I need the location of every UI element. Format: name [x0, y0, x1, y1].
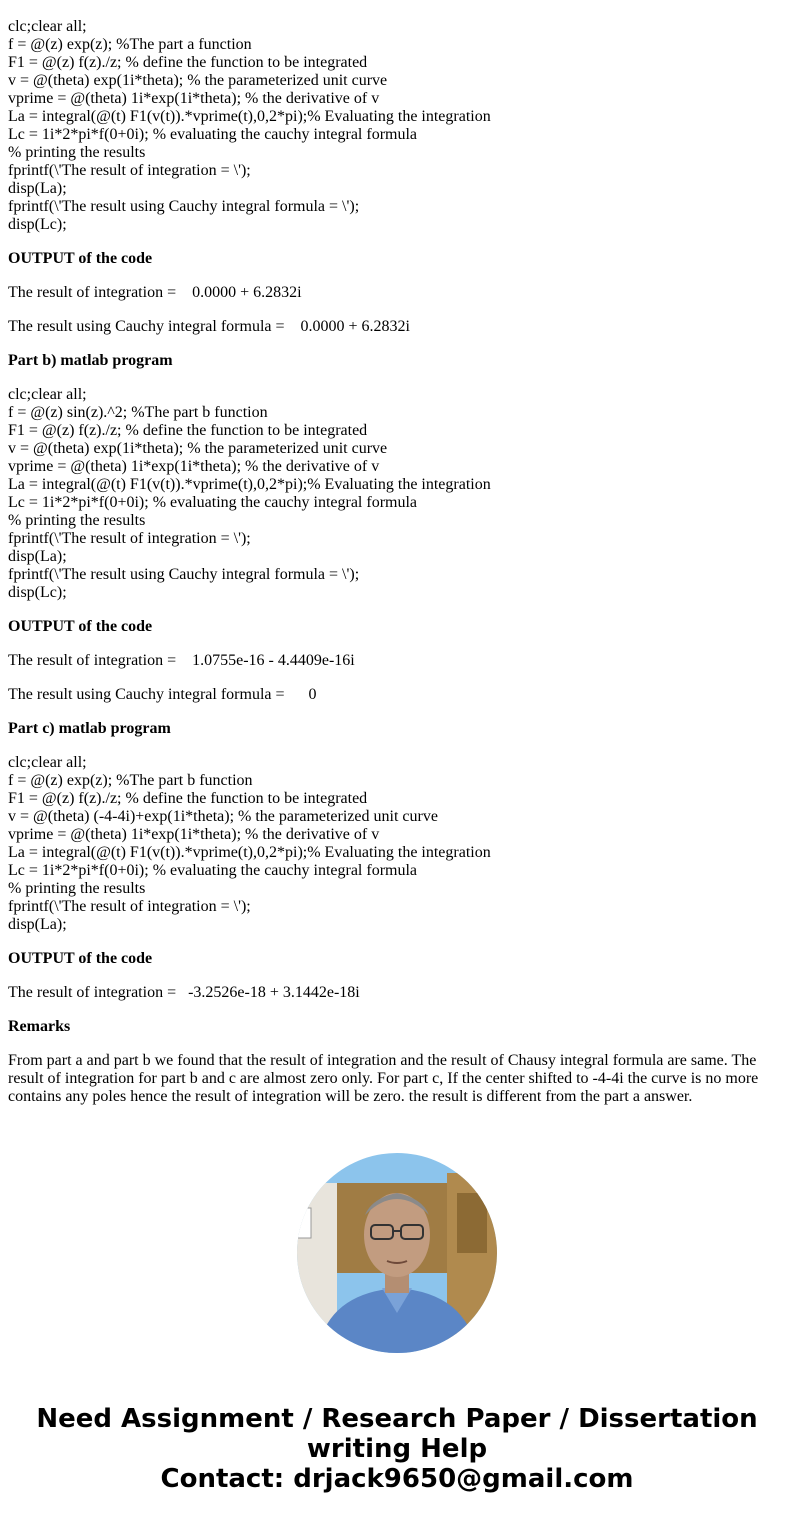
part-a-code	[8, 18, 786, 234]
code-line: clc;clear all;	[8, 754, 87, 771]
code-line: La = integral(@(t) F1(v(t)).*vprime(t),0,2*pi);% Evaluating the integration	[8, 844, 491, 861]
part-c-heading: Part c) matlab program	[8, 720, 171, 737]
code-line: La = integral(@(t) F1(v(t)).*vprime(t),0,2*pi);% Evaluating the integration	[8, 108, 491, 125]
code-line: fprintf(\'The result of integration = \');	[8, 162, 251, 179]
code-line: vprime = @(theta) 1i*exp(1i*theta); % the derivative of v	[8, 826, 380, 843]
code-line: clc;clear all;	[8, 386, 87, 403]
part-b-output-2: The result using Cauchy integral formula = 0	[8, 686, 317, 703]
footer-contact: Contact: drjack9650@gmail.com	[160, 1464, 634, 1494]
code-line: disp(La);	[8, 180, 67, 197]
code-line: fprintf(\'The result of integration = \');	[8, 530, 251, 547]
code-line: La = integral(@(t) F1(v(t)).*vprime(t),0,2*pi);% Evaluating the integration	[8, 476, 491, 493]
code-line: disp(La);	[8, 916, 67, 933]
code-line: Lc = 1i*2*pi*f(0+0i); % evaluating the cauchy integral formula	[8, 862, 418, 879]
part-b-output-heading: OUTPUT of the code	[8, 618, 153, 635]
part-c-output-heading: OUTPUT of the code	[8, 950, 153, 967]
code-line: % printing the results	[8, 880, 146, 897]
part-b-output-1: The result of integration = 1.0755e-16 - 4.4409e-16i	[8, 652, 355, 669]
document-body	[8, 0, 786, 1106]
avatar	[297, 1153, 497, 1353]
code-line: vprime = @(theta) 1i*exp(1i*theta); % the derivative of v	[8, 90, 380, 107]
part-c-code	[8, 754, 786, 934]
part-b-code	[8, 386, 786, 602]
code-line: f = @(z) sin(z).^2; %The part b function	[8, 404, 268, 421]
code-line: F1 = @(z) f(z)./z; % define the function to be integrated	[8, 790, 368, 807]
code-line: f = @(z) exp(z); %The part a function	[8, 36, 252, 53]
remarks-heading: Remarks	[8, 1018, 71, 1035]
code-line: % printing the results	[8, 144, 146, 161]
code-line: f = @(z) exp(z); %The part b function	[8, 772, 253, 789]
part-b-heading: Part b) matlab program	[8, 352, 173, 369]
code-line: disp(Lc);	[8, 584, 67, 601]
code-line: disp(Lc);	[8, 216, 67, 233]
footer-line-1: Need Assignment / Research Paper / Dissertation	[36, 1404, 758, 1434]
part-a-output-2: The result using Cauchy integral formula = 0.0000 + 6.2832i	[8, 318, 410, 335]
code-line: fprintf(\'The result using Cauchy integral formula = \');	[8, 566, 360, 583]
part-c-output-1: The result of integration = -3.2526e-18 + 3.1442e-18i	[8, 984, 360, 1001]
code-line: v = @(theta) exp(1i*theta); % the parameterized unit curve	[8, 440, 388, 457]
code-line: fprintf(\'The result of integration = \');	[8, 898, 251, 915]
footer-line-2: writing Help	[306, 1434, 488, 1464]
remarks-text: From part a and part b we found that the result of integration and the result of Chausy integral formula are same. The result of integration for part b and c are almost zero only. For part c, If the center shifted to -4-4i the curve is no more contains any poles hence the result of integration will be zero. the result is different from the part a answer.	[8, 1052, 759, 1105]
code-line: Lc = 1i*2*pi*f(0+0i); % evaluating the cauchy integral formula	[8, 494, 418, 511]
code-line: v = @(theta) (-4-4i)+exp(1i*theta); % the parameterized unit curve	[8, 808, 438, 825]
code-line: v = @(theta) exp(1i*theta); % the parameterized unit curve	[8, 72, 388, 89]
code-line: fprintf(\'The result using Cauchy integral formula = \');	[8, 198, 360, 215]
part-a-output-heading: OUTPUT of the code	[8, 250, 153, 267]
code-line: F1 = @(z) f(z)./z; % define the function to be integrated	[8, 422, 368, 439]
author-photo	[297, 1153, 497, 1353]
code-line: % printing the results	[8, 512, 146, 529]
code-line: clc;clear all;	[8, 18, 87, 35]
code-line: F1 = @(z) f(z)./z; % define the function to be integrated	[8, 54, 368, 71]
footer-banner	[0, 1404, 794, 1494]
code-line: Lc = 1i*2*pi*f(0+0i); % evaluating the cauchy integral formula	[8, 126, 418, 143]
code-line: disp(La);	[8, 548, 67, 565]
part-a-output-1: The result of integration = 0.0000 + 6.2832i	[8, 284, 302, 301]
code-line: vprime = @(theta) 1i*exp(1i*theta); % the derivative of v	[8, 458, 380, 475]
